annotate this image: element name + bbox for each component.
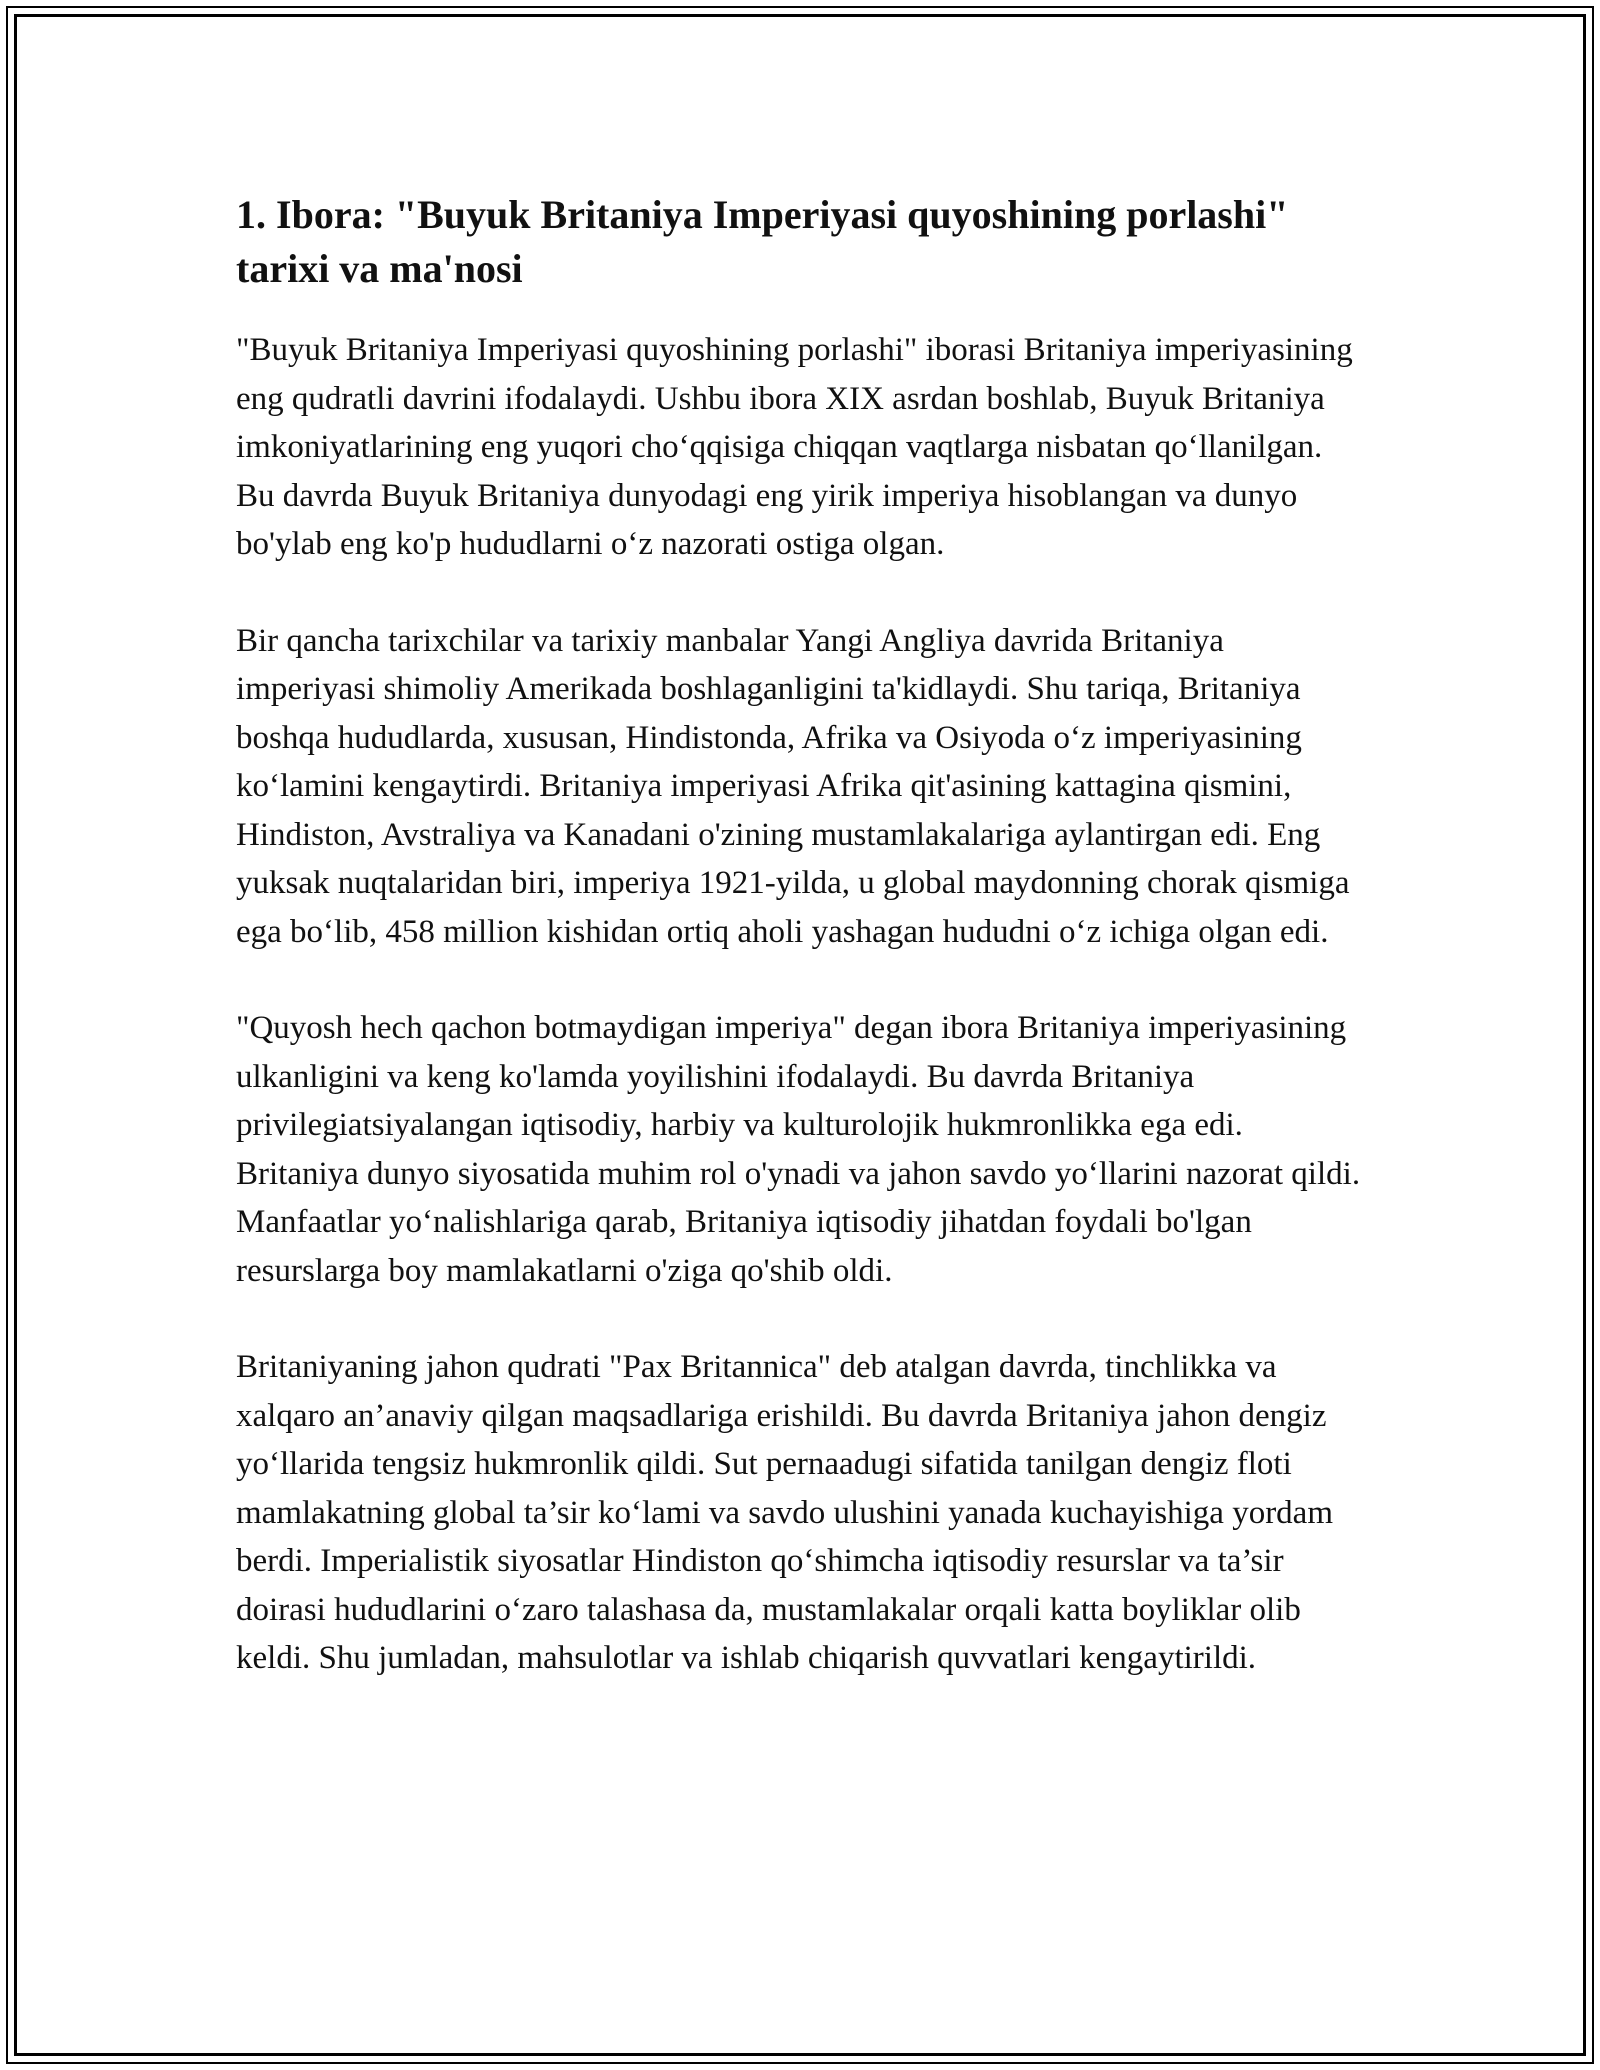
paragraph-3: "Quyosh hech qachon botmaydigan imperiya" degan ibora Britaniya imperiyasining ulkanligini va keng ko'lamda yoyilishini ifodalaydi. Bu davrda Britaniya privilegiatsiyalangan iqtisodiy, harbiy va kulturolojik hukmronlikka ega edi. Britaniya dunyo siyosatida muhim rol o'ynadi va jahon savdo yo‘llarini nazorat qildi. Manfaatlar yo‘nalishlariga qarab, Britaniya iqtisodiy jihatdan foydali bo'lgan resurslarga boy mamlakatlarni o'ziga qo'shib oldi. bbox=[236, 1010, 1361, 1289]
document-body bbox=[236, 188, 1366, 1731]
paragraph-4: Britaniyaning jahon qudrati "Pax Britannica" deb atalgan davrda, tinchlikka va xalqaro an’anaviy qilgan maqsadlariga erishildi. Bu davrda Britaniya jahon dengiz yo‘llarida tengsiz hukmronlik qildi. Sut pernaadugi sifatida tanilgan dengiz floti mamlakatning global ta’sir ko‘lami va savdo ulushini yanada kuchayishiga yordam berdi. Imperialistik siyosatlar Hindiston qo‘shimcha iqtisodiy resurslar va ta’sir doirasi hududlarini o‘zaro talashasa da, mustamlakalar orqali katta boyliklar olib keldi. Shu jumladan, mahsulotlar va ishlab chiqarish quvvatlari kengaytirildi. bbox=[236, 1349, 1333, 1676]
paragraph-1: "Buyuk Britaniya Imperiyasi quyoshining porlashi" iborasi Britaniya imperiyasining eng qudratli davrini ifodalaydi. Ushbu ibora XIX asrdan boshlab, Buyuk Britaniya imkoniyatlarining eng yuqori cho‘qqisiga chiqqan vaqtlarga nisbatan qo‘llanilgan. Bu davrda Buyuk Britaniya dunyodagi eng yirik imperiya hisoblangan va dunyo bo'ylab eng ko'p hududlarni o‘z nazorati ostiga olgan. bbox=[236, 332, 1353, 562]
paragraph-2: Bir qancha tarixchilar va tarixiy manbalar Yangi Angliya davrida Britaniya imperiyasi shimoliy Amerikada boshlaganligini ta'kidlaydi. Shu tariqa, Britaniya boshqa hududlarda, xususan, Hindistonda, Afrika va Osiyoda o‘z imperiyasining ko‘lamini kengaytirdi. Britaniya imperiyasi Afrika qit'asining kattagina qismini, Hindiston, Avstraliya va Kanadani o'zining mustamlakalariga aylantirgan edi. Eng yuksak nuqtalaridan biri, imperiya 1921-yilda, u global maydonning chorak qismiga ega bo‘lib, 458 million kishidan ortiq aholi yashagan hududni o‘z ichiga olgan edi. bbox=[236, 622, 1350, 950]
document-title: 1. Ibora: "Buyuk Britaniya Imperiyasi quyoshining porlashi" tarixi va ma'nosi bbox=[236, 192, 1289, 291]
